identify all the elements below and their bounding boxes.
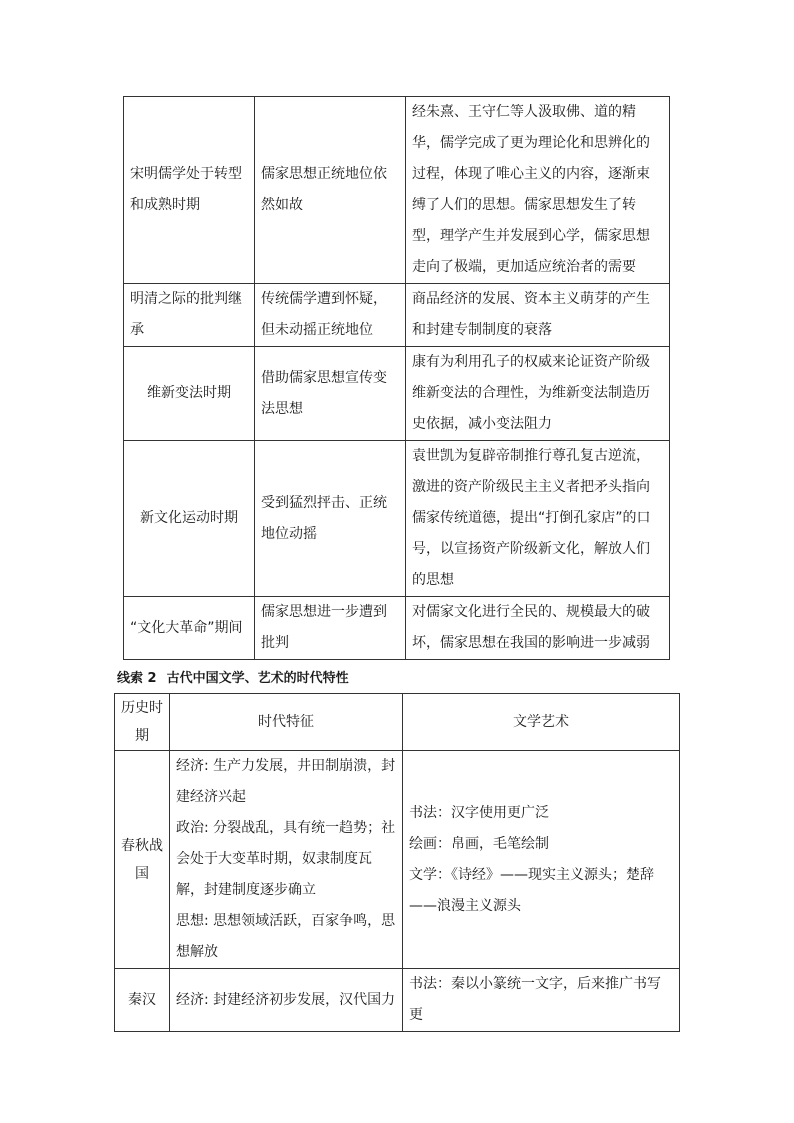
status-cell: 儒家思想进一步遭到批判	[255, 597, 406, 660]
art-painting: 绘画：帛画，毛笔绘制	[409, 835, 549, 852]
header-features: 时代特征	[170, 694, 403, 751]
features-cell	[170, 751, 403, 969]
art-literature: 文学：《诗经》——现实主义源头；楚辞——浪漫主义源头	[409, 866, 654, 914]
period-cell: 秦汉	[115, 969, 170, 1032]
reason-cell: 对儒家文化进行全民的、规模最大的破坏，儒家思想在我国的影响进一步减弱	[406, 597, 670, 660]
table-row	[124, 597, 670, 660]
header-arts: 文学艺术	[403, 694, 680, 751]
table-row	[124, 284, 670, 347]
confucianism-table	[123, 96, 670, 660]
reason-cell: 经朱熹、王守仁等人汲取佛、道的精华，儒学完成了更为理论化和思辨化的过程，体现了唯心主义的内容，逐渐束缚了人们的思想。儒家思想发生了转型，理学产生并发展到心学，儒家思想走向了极端，更加适应统治者的需要	[406, 97, 670, 284]
status-cell: 传统儒学遭到怀疑，但未动摇正统地位	[255, 284, 406, 347]
section-title: 古代中国文学、艺术的时代特性	[166, 671, 349, 686]
period-cell: 宋明儒学处于转型和成熟时期	[124, 97, 255, 284]
feature-economy: 经济: 生产力发展，井田制崩溃，封建经济兴起	[176, 758, 396, 805]
period-cell: 新文化运动时期	[124, 441, 255, 597]
status-cell: 儒家思想正统地位依然如故	[255, 97, 406, 284]
feature-thought: 思想: 思想领域活跃，百家争鸣，思想解放	[176, 913, 396, 960]
arts-cell	[403, 969, 680, 1032]
literature-art-table	[114, 693, 680, 1032]
period-cell: 春秋战国	[115, 751, 170, 969]
status-cell: 受到猛烈抨击、正统地位动摇	[255, 441, 406, 597]
feature-politics: 政治: 分裂战乱，具有统一趋势；社会处于大变革时期，奴隶制度瓦解，封建制度逐步确立	[176, 820, 396, 898]
section-heading	[117, 667, 359, 686]
header-period: 历史时期	[115, 694, 170, 751]
status-cell: 借助儒家思想宣传变法思想	[255, 347, 406, 441]
table-row	[124, 97, 670, 284]
table-row	[124, 347, 670, 441]
period-cell: “文化大革命”期间	[124, 597, 255, 660]
reason-cell: 康有为利用孔子的权威来论证资产阶级维新变法的合理性，为维新变法制造历史依据，减小变法阻力	[406, 347, 670, 441]
header-row	[115, 694, 680, 751]
period-cell: 明清之际的批判继承	[124, 284, 255, 347]
table-row	[115, 751, 680, 969]
feature-economy: 经济: 封建经济初步发展，汉代国力	[176, 991, 396, 1008]
arts-cell	[403, 751, 680, 969]
art-calligraphy: 书法：秦以小篆统一文字，后来推广书写更	[409, 976, 661, 1023]
art-calligraphy: 书法：汉字使用更广泛	[409, 804, 549, 821]
table-row	[124, 441, 670, 597]
reason-cell: 袁世凯为复辟帝制推行尊孔复古逆流，激进的资产阶级民主主义者把矛头指向儒家传统道德，提出“打倒孔家店”的口号，以宣扬资产阶级新文化，解放人们的思想	[406, 441, 670, 597]
section-label: 线索 2	[117, 671, 157, 686]
features-cell	[170, 969, 403, 1032]
table-row	[115, 969, 680, 1032]
period-cell: 维新变法时期	[124, 347, 255, 441]
reason-cell: 商品经济的发展、资本主义萌芽的产生和封建专制制度的衰落	[406, 284, 670, 347]
